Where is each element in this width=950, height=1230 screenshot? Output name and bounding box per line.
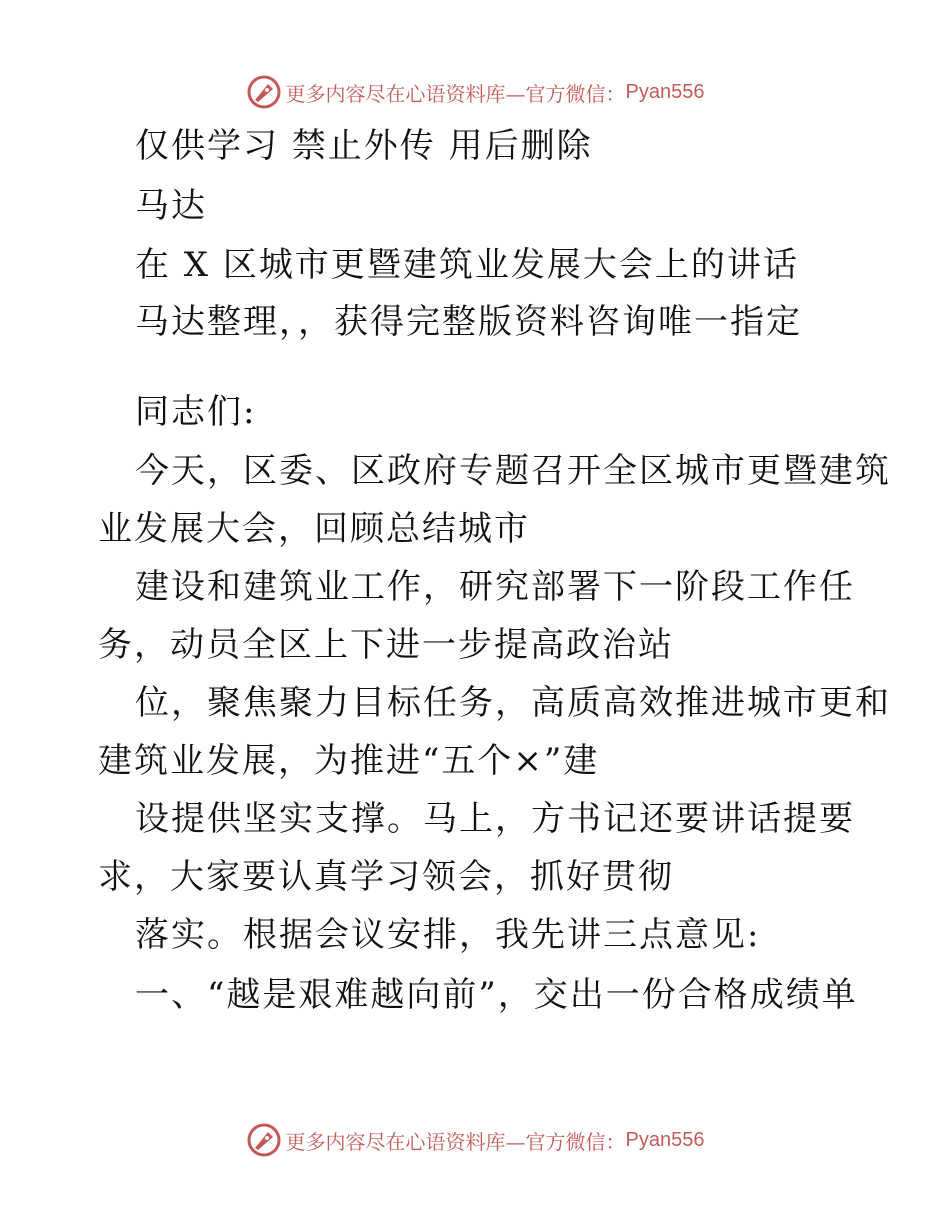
source-note: 马达整理，，获得完整版资料咨询唯一指定 (135, 302, 802, 342)
body-line: 落实。根据会议安排，我先讲三点意见: (135, 915, 761, 955)
body-line: 业发展大会，回顾总结城市 (98, 509, 530, 549)
author-line: 马达 (135, 186, 207, 226)
salutation: 同志们: (135, 392, 257, 432)
watermark-text: 更多内容尽在心语资料库—官方微信： (285, 1129, 626, 1154)
body-line: 务，动员全区上下进一步提高政治站 (98, 625, 674, 665)
notice-line: 仅供学习 禁止外传 用后删除 (135, 126, 593, 166)
document-title: 在 X 区城市更暨建筑业发展大会上的讲话 (135, 245, 799, 285)
body-line: 位，聚焦聚力目标任务，高质高效推进城市更和 (135, 683, 891, 723)
body-line: 设提供坚实支撑。马上，方书记还要讲话提要 (135, 799, 855, 839)
section-heading: 一、“越是艰难越向前”，交出一份合格成绩单 (135, 975, 858, 1015)
body-line: 建筑业发展，为推进“五个×”建 (98, 741, 600, 781)
watermark-text: 更多内容尽在心语资料库—官方微信： (285, 81, 626, 106)
header-watermark (0, 70, 950, 114)
pen-nib-logo-icon (246, 1122, 282, 1158)
watermark-wechat-id: Pyan556 (625, 1128, 705, 1151)
body-line: 建设和建筑业工作，研究部署下一阶段工作任 (135, 567, 855, 607)
footer-watermark (0, 1118, 950, 1162)
body-line: 今天，区委、区政府专题召开全区城市更暨建筑 (135, 451, 891, 491)
pen-nib-logo-icon (246, 74, 282, 110)
watermark-wechat-id: Pyan556 (625, 80, 705, 103)
body-line: 求，大家要认真学习领会，抓好贯彻 (98, 857, 674, 897)
